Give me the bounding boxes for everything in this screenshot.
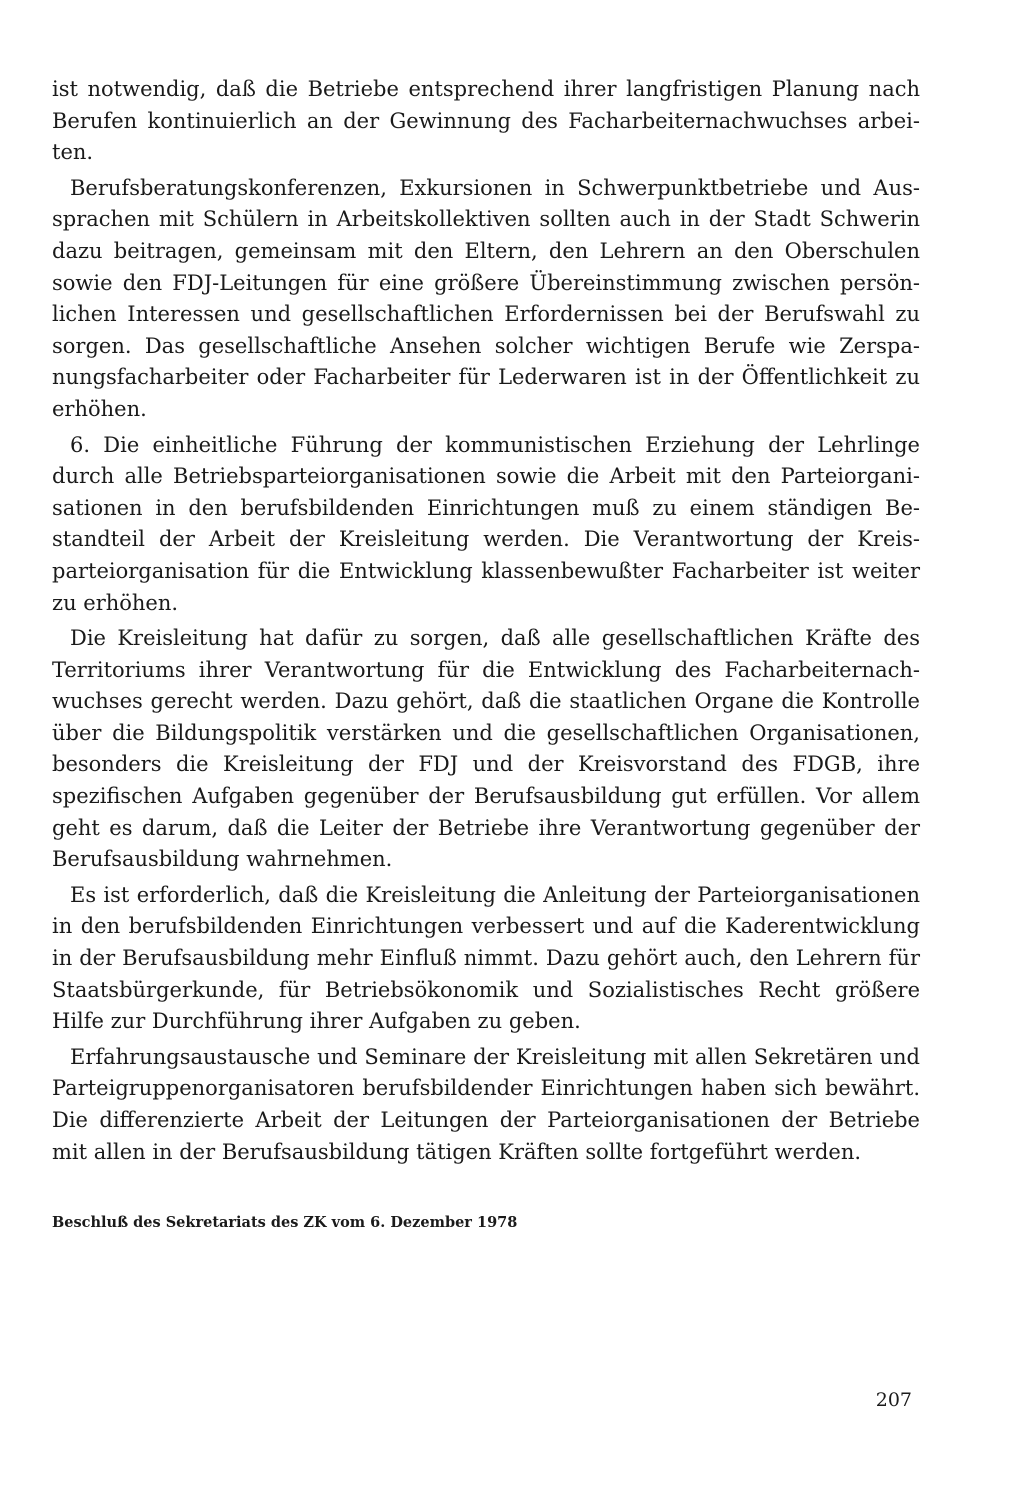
body-text [52, 74, 920, 1172]
paragraph-continuation: ist notwendig, daß die Betriebe entsprechend ihrer langfristigen Planung nach Berufen kontinuierlich an der Gewinnung des Facharbeiternachwuchses arbeiten. [52, 77, 920, 165]
paragraph: Berufsberatungskonferenzen, Exkursionen in Schwerpunktbetriebe und Aussprachen mit Schülern in Arbeitskollektiven sollten auch in der Stadt Schwerin dazu beitragen, gemeinsam mit den Eltern, den Lehrern an den Oberschulen sowie den FDJ-Leitungen für eine größere Übereinstimmung zwischen persönlichen Interessen und gesellschaftlichen Erfordernissen bei der Berufswahl zu sorgen. Das gesellschaftliche Ansehen solcher wichtigen Berufe wie Zerspanungsfacharbeiter oder Facharbeiter für Lederwaren ist in der Öffentlichkeit zu erhöhen. [52, 175, 920, 421]
paragraph: Es ist erforderlich, daß die Kreisleitung die Anleitung der Parteiorganisationen in den berufsbildenden Einrichtungen verbessert und auf die Kaderentwicklung in der Berufsausbildung mehr Einfluß nimmt. Dazu gehört auch, den Lehrern für Staatsbürgerkunde, für Betriebsökonomik und Sozialistisches Recht größere Hilfe zur Durchführung ihrer Aufgaben zu geben. [52, 882, 920, 1034]
paragraph-numbered-6: 6. Die einheitliche Führung der kommunistischen Erziehung der Lehrlinge durch alle Betriebsparteiorganisationen sowie die Arbeit mit den Parteiorganisationen in den berufsbildenden Einrichtungen muß zu einem ständigen Bestandteil der Arbeit der Kreisleitung werden. Die Verantwortung der Kreisparteiorganisation für die Entwicklung klassenbewußter Facharbeiter ist weiter zu erhöhen. [52, 432, 920, 615]
paragraph: Die Kreisleitung hat dafür zu sorgen, daß alle gesellschaftlichen Kräfte des Territoriums ihrer Verantwortung für die Entwicklung des Facharbeiternachwuchses gerecht werden. Dazu gehört, daß die staatlichen Organe die Kontrolle über die Bildungspolitik verstärken und die gesellschaftlichen Organisationen, besonders die Kreisleitung der FDJ und der Kreisvorstand des FDGB, ihre spezifischen Aufgaben gegenüber der Berufsausbildung gut erfüllen. Vor allem geht es darum, daß die Leiter der Betriebe ihre Verantwortung gegenüber der Berufsausbildung wahrnehmen. [52, 626, 920, 872]
page-number: 207 [875, 1389, 912, 1411]
source-note: Beschluß des Sekretariats des ZK vom 6. Dezember 1978 [52, 1214, 518, 1231]
paragraph: Erfahrungsaustausche und Seminare der Kreisleitung mit allen Sekretären und Parteigruppenorganisatoren berufsbildender Einrichtungen haben sich bewährt. Die differenzierte Arbeit der Leitungen der Parteiorganisationen der Betriebe mit allen in der Berufsausbildung tätigen Kräften sollte fortgeführt werden. [52, 1044, 920, 1164]
